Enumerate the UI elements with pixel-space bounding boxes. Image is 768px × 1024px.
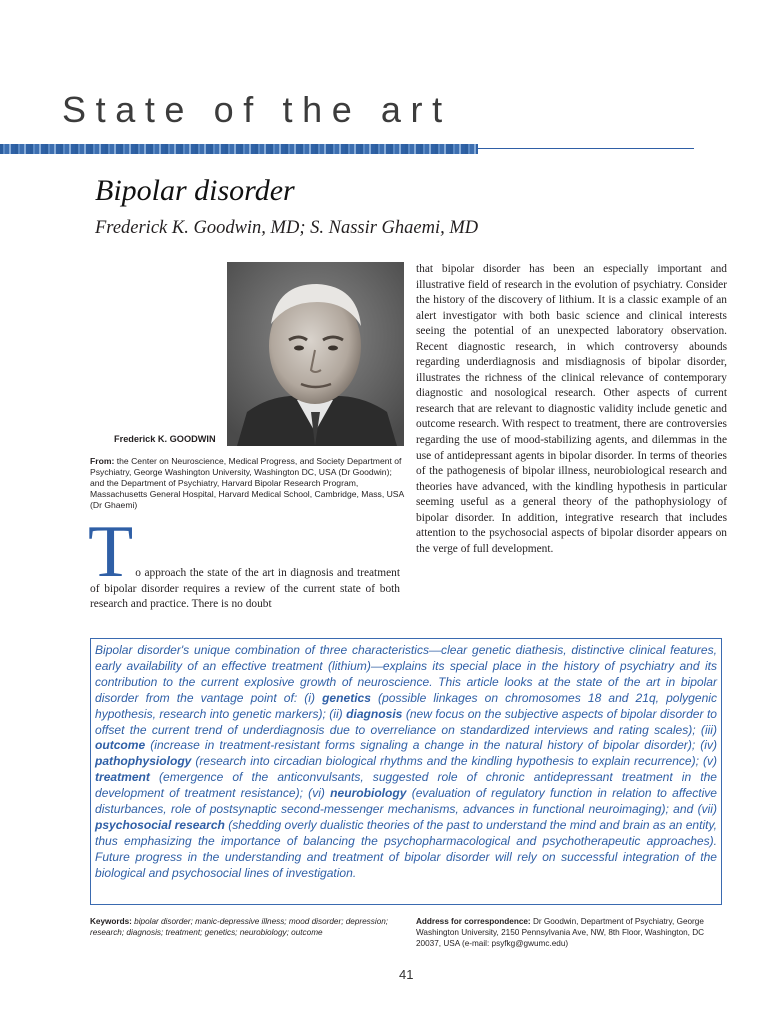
abstract-keyword-treatment: treatment — [95, 770, 150, 785]
keywords-label: Keywords: — [90, 917, 132, 926]
abstract-segment: (increase in treatment-resistant forms signaling a change in the natural history of bipolar disorder); (iv) — [145, 738, 717, 753]
abstract-keyword-pathophysiology: pathophysiology — [95, 754, 192, 769]
abstract-segment: Bipolar disorder's unique combination of three characteristics—clear genetic diathesis, distinctive clinical features, early availability of an effective treatment (lithium)—explains its special place in the history of psychiatry and its contribution to the current explosive growth of neuroscience. This article looks at the state of the art in bipolar disorder from the vantage point of: (i) — [95, 643, 717, 705]
header-rule — [478, 148, 694, 149]
drop-cap: T — [88, 511, 134, 593]
abstract-segment: (evaluation of regulatory function in relation to affective disturbances, role of postsynaptic second-messenger mechanisms, advances in functional neuroimaging); and (vii) — [95, 786, 717, 817]
abstract-segment: (new focus on the subjective aspects of bipolar disorder to offset the current trend of underdiagnosis due to overreliance on standardized interviews and rating scales); (iii) — [95, 706, 717, 737]
article-authors: Frederick K. Goodwin, MD; S. Nassir Ghaemi, MD — [95, 218, 479, 238]
abstract-segment: (shedding overly dualistic theories of the past to understand the mind and brain as an entity, thus emphasizing the importance of balancing the psychopharmacological and psychotherapeutic approaches). Future progress in the understanding and treatment of bipolar disorder will rely on successful integration of the biological and psychosocial lines of investigation. — [95, 817, 717, 880]
affiliation-text: the Center on Neuroscience, Medical Progress, and Society Department of Psychiatry, George Washington University, Washington DC, USA (Dr Goodwin); and the Department of Psychiatry, Harvard Bipolar Research Program, Massachusetts General Hospital, Harvard Medical School, Cambridge, Mass, USA (Dr Ghaemi) — [90, 456, 404, 510]
abstract-keyword-diagnosis: diagnosis — [346, 706, 403, 721]
affiliation-label: From: — [90, 456, 115, 466]
abstract-keyword-psychosocial: psychosocial research — [95, 817, 225, 832]
abstract-box — [90, 638, 722, 905]
header-decorative-bar — [0, 144, 478, 154]
abstract-segment: (possible linkages on chromosomes 18 and 21q, polygenic hypothesis, research into genetic markers); (ii) — [95, 690, 717, 721]
body-right-column: that bipolar disorder has been an especially important and illustrative field of research in the evolution of psychiatry. Consider the history of the discovery of lithium. It is a classic example of an alert investigator with both basic science and clinical interests seeing the potential of an unexpected laboratory observation. Recent diagnostic research, in which controversy abounds regarding underdiagnosis and misdiagnosis of bipolar disorder, illustrates the richness of the clinical relevance of contemporary diagnostic and nosological research. Other aspects of current research that are relevant to diagnostic validity include genetic and outcome research. With respect to treatment, there are controversies regarding the use of mood-stabilizing agents, and dilemmas in the use of antidepressant agents in bipolar disorder. In terms of theories of the pathogenesis of bipolar illness, neurobiological research and theories have advanced, with the kindling hypothesis in particular seeming useful as a general theory of the pathophysiology of bipolar disorder. In addition, integrative research that includes attention to the psychosocial aspects of bipolar disorder appears on the verge of full development. — [416, 263, 727, 555]
abstract-segment: (emergence of the anticonvulsants, suggested role of chronic antidepressant treatment in the development of treatment resistance); (vi) — [95, 770, 717, 801]
abstract-text — [95, 643, 717, 882]
address-label: Address for correspondence: — [416, 917, 531, 926]
abstract-segment: (research into circadian biological rhythms and the kindling hypothesis to explain recurrence); (v) — [191, 754, 717, 769]
author-photo — [227, 262, 404, 446]
article-title: Bipolar disorder — [95, 174, 295, 207]
intro-paragraph — [88, 511, 400, 613]
author-affiliation — [90, 456, 408, 511]
photo-caption: Frederick K. GOODWIN — [114, 434, 216, 444]
address-text: Dr Goodwin, Department of Psychiatry, George Washington University, 2150 Pennsylvania Ave, NW, 8th Floor, Washington, DC 20037, USA (e-mail: psyfkg@gwumc.edu) — [416, 917, 705, 948]
intro-text: o approach the state of the art in diagnosis and treatment of bipolar disorder requires a review of the current state of both research and practice. There is no doubt — [90, 567, 400, 611]
section-title: State of the art — [62, 89, 452, 130]
abstract-keyword-neurobiology: neurobiology — [330, 786, 407, 801]
abstract-keyword-outcome: outcome — [95, 738, 146, 753]
abstract-keyword-genetics: genetics — [322, 690, 371, 705]
correspondence-address — [416, 916, 726, 949]
page-number: 41 — [399, 967, 414, 982]
keywords — [90, 916, 408, 938]
keywords-text: bipolar disorder; manic-depressive illness; mood disorder; depression; research; diagnosis; treatment; genetics; neurobiology; outcome — [90, 917, 389, 937]
